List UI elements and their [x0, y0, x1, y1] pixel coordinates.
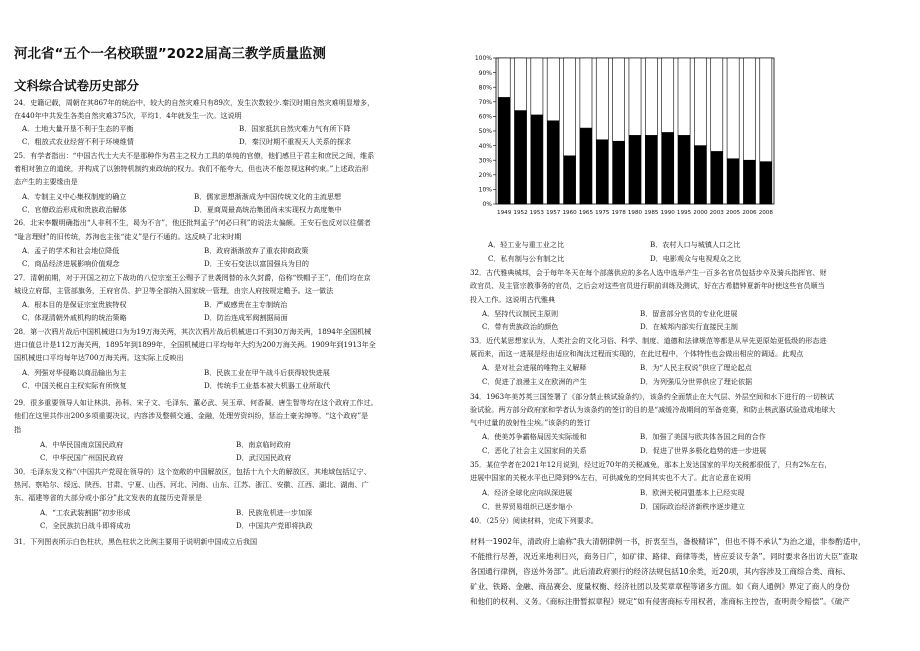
option[interactable]: C．中国关税自主权实际有所恢复	[22, 381, 127, 390]
option[interactable]: B．为“人民主权说”供应了理论起点	[640, 363, 752, 372]
bar-white	[694, 58, 706, 146]
option[interactable]: C．私有制与公有制之比	[488, 254, 565, 263]
question-line: 展而来，而这一进展是经由适应和淘汰过程而实现的，在此过程中，个体特性也会做出相应的调适。此观点	[470, 349, 804, 358]
question-line: 热河、察哈尔、绥远、陕西、甘肃、宁夏、山西、河北、河南、山东、江苏、浙江、安徽、江西、湖北、湖南、广	[14, 480, 369, 489]
option[interactable]: D．秦汉时期不重视天人关系的探求	[239, 137, 352, 146]
option[interactable]: D．促进了世界多极化趋势的进一步进展	[640, 446, 767, 455]
bar-black	[678, 135, 690, 204]
option[interactable]: A．是对社会进展的唯物主义解释	[482, 363, 587, 372]
question-line: 33．近代某思想家认为，人类社会的文化习俗、科学、制度、道德和法律规范等都是从早先更原始更低级的形态进	[470, 336, 827, 345]
option[interactable]: A．中华民国南京国民政府	[40, 440, 124, 449]
option[interactable]: C．全民族抗日战斗即将成功	[40, 521, 131, 530]
bar-white	[760, 58, 772, 162]
option[interactable]: A．经济全球化应向纵深进展	[482, 488, 573, 497]
bar-black	[629, 135, 641, 204]
y-tick-label: 80%	[478, 84, 492, 92]
option[interactable]: D．夏商周最高统治集团尚未实现权力高度集中	[194, 205, 342, 214]
question-line: 30．毛泽东发文称“（中国共产党现在领导的）这个宽敞的中国解放区，包括十九个大的解放区，其地域包括辽宁、	[14, 467, 371, 476]
question-line: 27．清朝前期，对于开国之初立下战功的八位宗室王公赐予了世袭罔替的永久封爵，俗称“铁帽子王”，他们均在京	[14, 273, 371, 282]
question-line: 他们在这里共作出200多项重要决议，内容涉及整顿交通、金融，处理劳资纠纷，惩治土豪劣绅等。“这个政府”是	[14, 411, 369, 420]
option[interactable]: B．儒家思想渐渐成为中国传统文化的主流思想	[194, 192, 342, 201]
question-line: 24．史籍记载，周朝在其867年的统治中，较大的自然灾难只有89次，发生次数较少.秦汉时期自然灾难明显增多，	[14, 98, 375, 107]
option[interactable]: D．为列强瓜分世界供应了理论依据	[640, 377, 753, 386]
question-line: 东、福建等省的大部分或小部分”此文发表的直接历史背景是	[14, 493, 203, 502]
option[interactable]: B．民族工业在甲午战斗后获得较快进展	[204, 368, 330, 377]
bar-black	[498, 97, 510, 204]
option[interactable]: B．南京临时政府	[236, 440, 291, 449]
option[interactable]: C．体现清朝外戚机构的统治策略	[22, 313, 127, 322]
bar-black	[547, 121, 559, 204]
question-line: 25．有学者指出：“中国古代士大夫不是那种作为君主之权力工具的单纯的官僚，他们感旦于君主和庶民之间，维系	[14, 151, 375, 160]
option[interactable]: C．带有贵族政治的颜色	[482, 322, 559, 331]
option[interactable]: A．孟子的学术和社会地位降低	[22, 246, 120, 255]
option[interactable]: B．国家抵抗自然灾难力气有所下降	[239, 124, 351, 133]
bar-black	[514, 111, 526, 204]
question-line: 40．（25分）阅读材料，完成下列要求。	[470, 516, 599, 525]
option[interactable]: B．民族危机进一步加深	[236, 508, 313, 517]
bar-black	[743, 160, 755, 204]
bar-white	[514, 58, 526, 111]
y-tick-label: 0%	[482, 201, 492, 209]
question-line: 国机械进口平均每年达700万海关两。这实际上反映出	[14, 353, 184, 362]
question-line: 气中过量的放射性尘埃。”该条约的签订	[470, 418, 591, 427]
bar-white	[645, 58, 657, 135]
option[interactable]: A．根本目的是保证宗室贵族特权	[22, 300, 127, 309]
material-line: 不能推行尽善，况近来地利日兴，商务日广，如矿律、路律、商律等类，皆应妥议专条”。同时要求各出访大臣“查取	[470, 552, 858, 561]
x-tick-label: 2008	[758, 210, 773, 216]
y-tick-label: 50%	[478, 128, 492, 136]
option[interactable]: C．官僚政治形成和贵族政治解体	[22, 205, 127, 214]
option[interactable]: C．恶化了社会主义国家间的关系	[482, 446, 587, 455]
option[interactable]: B．农村人口与城镇人口之比	[650, 240, 741, 249]
material-line: 和他们的权利、义务。《商标注册暂拟章程》规定“如有侵害商标专用权者，准商标主控告，查明责令赔偿”。《破产	[470, 597, 850, 606]
option[interactable]: A．轻工业与重工业之比	[488, 240, 565, 249]
x-tick-label: 1949	[497, 210, 512, 216]
bar-black	[564, 156, 576, 204]
x-tick-label: 1980	[627, 210, 643, 216]
option[interactable]: C．商品经济进展影响价值观念	[22, 259, 120, 268]
bar-white	[531, 58, 543, 115]
option[interactable]: B．欧洲关税同盟基本上已经实现	[640, 488, 745, 497]
option[interactable]: C．粗放式农业经营不利于环境维情	[22, 137, 134, 146]
option[interactable]: B．加强了美国与欧共体各国之间的合作	[640, 432, 766, 441]
y-tick-label: 10%	[478, 186, 492, 194]
question-line: 政官员、及主管宗教事务的官员，之后会对这些官员进行职前训练及测试，好在古希腊钟夏新年时使这些官员顺当	[470, 281, 825, 290]
option[interactable]: A．“工农武装割据”初步形成	[40, 508, 131, 517]
bar-black	[645, 135, 657, 204]
bar-black	[694, 146, 706, 204]
x-tick-label: 1965	[578, 210, 594, 216]
option[interactable]: A．列强对华侵略以商品输出为主	[22, 368, 127, 377]
x-tick-label: 1960	[562, 210, 577, 216]
option[interactable]: B．严威感贵在主专制统治	[204, 300, 288, 309]
x-tick-label: 1957	[546, 210, 561, 216]
bar-chart	[470, 52, 780, 222]
question-line: 28．第一次鸦片战后中国机械进口为为19万海关两，其次次鸦片战后机械进口不到30万海关两，1894年全国机械	[14, 327, 372, 336]
bar-black	[596, 140, 608, 204]
option[interactable]: D．在城邦内部实行直接民主制	[640, 322, 738, 331]
x-tick-label: 1978	[611, 210, 626, 216]
bar-black	[662, 132, 674, 204]
material-line: 各国通行律例，咨送外务部”。此后清政府颁行的经济法规包括10余类，近20项，其内容涉及工商综合类、商标、	[470, 567, 851, 576]
option[interactable]: A．坚持代议制民主原则	[482, 309, 559, 318]
x-tick-label: 1995	[676, 210, 692, 216]
x-tick-label: 2006	[742, 210, 757, 216]
section-subtitle: 文科综合试卷历史部分	[14, 78, 140, 93]
x-tick-label: 1985	[644, 210, 659, 216]
y-tick-label: 20%	[478, 172, 492, 179]
bar-black	[613, 141, 625, 204]
material-line: 矿业、铁路、金融、商品赛会、度量权衡、经济社团以及奖章章程等诸多方面。如《商人通例》界定了商人的身份	[470, 582, 850, 591]
question-line: 29．很多重要领导人如让林洪、孙科、宋子文、毛泽东、董必武、吴玉章、何香凝、唐生智等均在这个政府工作过。	[14, 398, 378, 407]
bar-black	[727, 159, 739, 204]
bar-black	[760, 162, 772, 204]
bar-white	[547, 58, 559, 121]
x-tick-label: 1975	[595, 210, 610, 216]
x-tick-label: 2000	[693, 210, 708, 216]
option[interactable]: D．王安石变法以富国强兵为目的	[204, 259, 309, 268]
option[interactable]: C．促进了浪漫主义在欧洲的产生	[482, 377, 587, 386]
option[interactable]: C．中华民国广州国民政府	[40, 453, 124, 462]
question-line: 态产生的主要缘由是	[14, 177, 78, 186]
question-line: 投入工作。这说明古代雅典	[470, 295, 556, 304]
question-line: 指	[14, 425, 22, 434]
x-tick-label: 1953	[529, 210, 545, 216]
question-line: 验试验。两方部分政府家和学者认为该条约的签订的目的是“减缓冷战期间的军备竞赛，和防止核武器试验造成地球大	[470, 405, 836, 414]
option[interactable]: A．专制主义中心集权制度的确立	[22, 192, 127, 201]
option[interactable]: B．政府渐渐放弃了重农抑商政策	[204, 246, 309, 255]
option[interactable]: D．武汉国民政府	[236, 453, 292, 462]
y-tick-label: 40%	[478, 142, 492, 150]
y-tick-label: 70%	[478, 99, 492, 106]
option[interactable]: D．传统手工业基本被大机器工业所取代	[204, 381, 331, 390]
question-line: “耻言理财”的旧传统，苏洵也主张“徒义”是行不通的。这反映了北宋时期	[14, 232, 242, 241]
x-tick-label: 2005	[725, 210, 741, 216]
x-tick-label: 1952	[513, 210, 528, 216]
x-tick-label: 2003	[709, 210, 724, 216]
bar-white	[662, 58, 674, 132]
option[interactable]: D．电影观众与电视观众之比	[650, 254, 741, 263]
bar-white	[564, 58, 576, 156]
option[interactable]: A．使美苏争霸格局因关实际缓和	[482, 432, 587, 441]
bar-white	[629, 58, 641, 135]
question-line: 城设立府邸，主管部旗务，王府官员、护卫等全部纳入国家统一管理，由宗人府按规定赡予。这一做法	[14, 286, 334, 295]
bar-black	[580, 128, 592, 204]
option[interactable]: A．土地大量开垦不利于生态的平衡	[22, 124, 134, 133]
question-line: 着相对独立的道统，并构成了以独特机制约束政统的权力。我们不能夸大，但也决不能忽视这种约束。”上述政治形	[14, 164, 369, 173]
bar-white	[711, 58, 723, 151]
question-line: 31．下列图表所示白色柱状，黑色柱状之比例主要用于说明新中国成立后我国	[14, 537, 258, 546]
question-line: 26．北宋李觏明确指出“人非利不生，曷为不言”，他还批判孟子“何必曰利”的说法太偏颇。王安石也反对以往儒者	[14, 218, 371, 227]
y-tick-label: 100%	[474, 55, 492, 63]
option[interactable]: D．国际政治经济新秩序逐步建立	[640, 502, 745, 511]
bar-white	[498, 58, 510, 97]
question-line: 在440年中共发生各类自然灾难375次，平均1．4年就发生一次。这说明	[14, 111, 242, 120]
y-tick-label: 60%	[478, 113, 492, 121]
material-line: 材料一1902年，清政府上谕称“我大清朝律例一书，折衷至当，备极精详”，但也不得不承认“为治之道，非参酌适中，	[470, 537, 866, 546]
question-line: 34．1963年美苏英三国签署了《部分禁止核试验条约》，该条约全面禁止在大气层、外层空间和水下进行的一切核试	[470, 392, 835, 401]
x-tick-label: 1990	[660, 210, 675, 216]
bar-black	[711, 151, 723, 204]
bar-white	[596, 58, 608, 140]
bar-black	[531, 115, 543, 204]
question-line: 32．古代雅典城邦，会于每年冬天在每个部落供应的多名人选中选举产生一百多名官员包括步卒及骑兵指挥官、财	[470, 268, 827, 277]
bar-white	[613, 58, 625, 141]
bar-white	[743, 58, 755, 160]
bar-white	[678, 58, 690, 135]
option[interactable]: B．留意部分官员的专业化进展	[640, 309, 738, 318]
y-tick-label: 90%	[478, 69, 492, 77]
page-title: 河北省“五个一名校联盟”2022届高三教学质量监测	[14, 46, 326, 62]
option[interactable]: C．世界贸易组织已逐步缩小	[482, 502, 573, 511]
option[interactable]: D．中国共产党即将执政	[236, 521, 313, 530]
question-line: 进口值总计是112万海关两，1895年到1899年，全国机械进口平均每年大约为200万海关两。1909年到1913年全	[14, 340, 376, 349]
question-line: 35．某位学者在2021年12月说到，经过近70年的关税减免，那本上发达国家的平均关税都很低了，只有2%左右，	[470, 460, 832, 469]
question-line: 进展中国家的关税水平也已降到9%左右，可供减免的空间其实也不大了。此言论意在说明	[470, 473, 751, 482]
bar-white	[727, 58, 739, 159]
bar-white	[580, 58, 592, 128]
option[interactable]: D．防治连成军阀割据局面	[204, 313, 288, 322]
y-tick-label: 30%	[478, 157, 492, 165]
